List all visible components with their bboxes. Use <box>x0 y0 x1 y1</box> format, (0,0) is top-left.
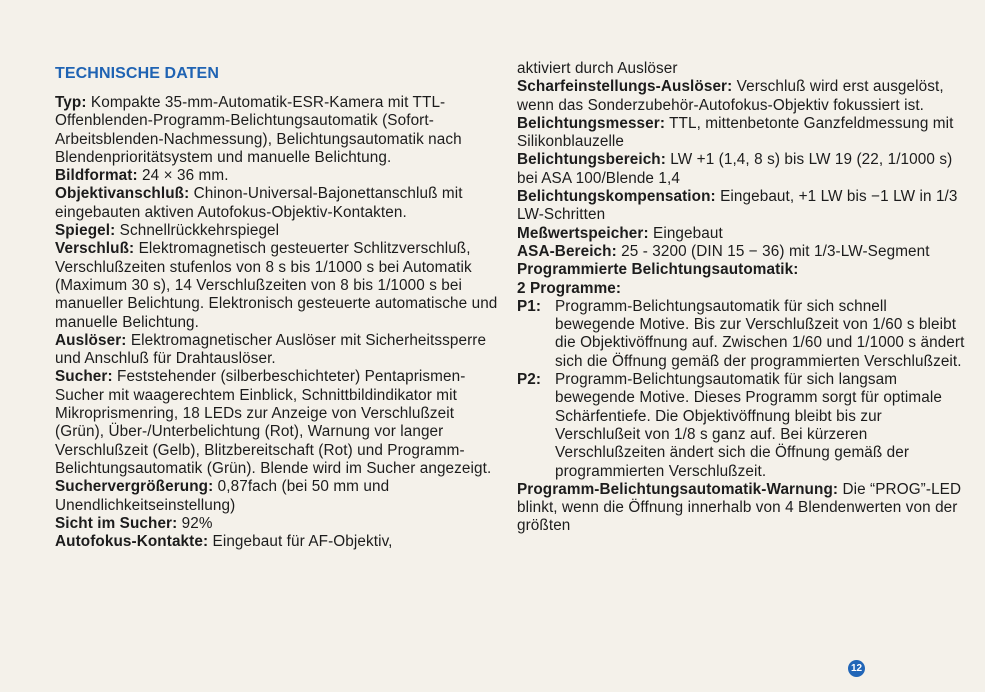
program-label: P2: <box>517 371 542 389</box>
spec-objektivanschluss <box>55 185 503 222</box>
spec-text: Eingebaut für AF-Objektiv, <box>208 533 393 551</box>
spec-term: Autofokus-Kontakte: <box>55 533 209 551</box>
spec-term: Bildformat: <box>55 167 138 185</box>
program-text: Programm-Belichtungsautomatik für sich langsam bewegende Motive. Dieses Programm sorgt für optimale Schärfentiefe. Die Objektivöffnung bleibt bis zur Verschlußeit von 1/8 s ganz auf. Bei kürzeren Verschlußzeiten ändert sich die Öffnung gemäß der programmierten Verschlußzeit. <box>555 371 942 480</box>
spec-typ <box>55 94 503 167</box>
page-heading: TECHNISCHE DATEN <box>55 65 219 82</box>
spec-text: TTL, mittenbetonte Ganzfeldmessung mit Silikonblauzelle <box>517 114 954 151</box>
spec-messwertspeicher <box>517 225 967 243</box>
spec-suchervergroesserung <box>55 478 503 515</box>
spec-text: Kompakte 35-mm-Automatik-ESR-Kamera mit TTL-Offenblenden-Programm-Belichtungsautomatik (Sofort-Arbeitsblenden-Nachmessung), Belichtungsautomatik nach Blendenprioritätsystem und manuelle Belichtung. <box>55 94 462 166</box>
spec-term: Sicht im Sucher: <box>55 514 178 532</box>
spec-term: Objektivanschluß: <box>55 185 190 203</box>
program-text: Programm-Belichtungsautomatik für sich schnell bewegende Motive. Bis zur Verschlußzeit von 1/60 s bleibt die Objektivöffnung auf. Zwischen 1/60 und 1/1000 s ändert sich die Öffnung gemäß der programmierten Verschlußzeit. <box>555 297 965 370</box>
spec-text: Die “PROG”-LED blinkt, wenn die Öffnung innerhalb von 4 Blendenwerten von der größten <box>517 480 962 535</box>
right-column <box>517 60 967 536</box>
spec-term: Typ: <box>55 94 87 111</box>
left-column <box>55 64 503 551</box>
spec-text: Elektromagnetischer Auslöser mit Sicherheitssperre und Anschluß für Drahtauslöser. <box>55 331 487 368</box>
spec-asa-bereich <box>517 243 967 261</box>
spec-term: Belichtungsbereich: <box>517 151 666 169</box>
spec-term: Spiegel: <box>55 222 116 240</box>
spec-text: 0,87fach (bei 50 mm und Unendlichkeitseinstellung) <box>55 478 390 514</box>
spec-bildformat <box>55 167 503 185</box>
spec-term: ASA-Bereich: <box>517 242 617 260</box>
spec-sucher <box>55 368 503 478</box>
spec-term: Belichtungskompensation: <box>517 188 716 206</box>
spec-prog-warnung <box>517 481 967 536</box>
spec-text: 25 - 3200 (DIN 15 − 36) mit 1/3-LW-Segment <box>616 242 930 260</box>
spec-belichtungskompensation <box>517 188 967 225</box>
spec-sicht-im-sucher <box>55 515 503 533</box>
spec-term: Scharfeinstellungs-Auslöser: <box>517 78 733 96</box>
spec-text: 24 × 36 mm. <box>137 167 229 185</box>
spec-autofokus-kontakte <box>55 533 503 551</box>
page-number-badge: 12 <box>848 660 865 677</box>
spec-belichtungsmesser <box>517 115 967 152</box>
spec-text: LW +1 (1,4, 8 s) bis LW 19 (22, 1/1000 s) bei ASA 100/Blende 1,4 <box>517 151 953 187</box>
spec-text: Schnellrückkehrspiegel <box>115 222 280 240</box>
spec-verschluss <box>55 240 503 331</box>
spec-term: Programm-Belichtungsautomatik-Warnung: <box>517 480 839 498</box>
spec-term: Belichtungsmesser: <box>517 114 666 132</box>
spec-text: Chinon-Universal-Bajonettanschluß mit eingebauten aktiven Autofokus-Objektiv-Kontakten. <box>55 185 463 221</box>
spec-text: Eingebaut <box>648 224 723 242</box>
program-count: 2 Programme: <box>517 279 622 297</box>
program-p1 <box>517 298 967 371</box>
spec-term: Suchervergrößerung: <box>55 478 214 496</box>
spec-text: 92% <box>177 514 213 532</box>
continuation-text: aktiviert durch Auslöser <box>517 60 678 77</box>
spec-term: Meßwertspeicher: <box>517 224 649 242</box>
spec-term: Sucher: <box>55 368 113 386</box>
program-p2 <box>517 371 967 481</box>
spec-term: Auslöser: <box>55 331 127 349</box>
spec-text: Feststehender (silberbeschichteter) Pentaprismen-Sucher mit waagerechtem Einblick, Schnittbildindikator mit Mikroprismenring, 18 LEDs zur Anzeige von Verschlußzeit (Grün), Über-/Unterbelichtung (Rot), Warnung vor langer Verschlußzeit (Gelb), Blitzbereitschaft (Rot) und Programm-Belichtungsautomatik (Grün). Blende wird im Sucher angezeigt. <box>55 368 492 477</box>
program-heading: Programmierte Belichtungsautomatik: <box>517 261 799 279</box>
spec-term: Verschluß: <box>55 240 135 258</box>
spec-belichtungsbereich <box>517 151 967 188</box>
spec-scharfeinstellungs-ausloeser <box>517 78 967 115</box>
spec-ausloeser <box>55 332 503 369</box>
spec-text: Eingebaut, +1 LW bis −1 LW in 1/3 LW-Schritten <box>517 188 958 224</box>
spec-spiegel <box>55 222 503 240</box>
spec-text: Elektromagnetisch gesteuerter Schlitzverschluß, Verschlußzeiten stufenlos von 8 s bis 1/1000 s bei Automatik (Maximum 30 s), 14 Verschlußzeiten von 8 bis 1/1000 s bei manueller Belichtung. Elektronisch gesteuerte automatische und manuelle Belichtung. <box>55 240 498 331</box>
program-label: P1: <box>517 297 542 315</box>
spec-text: Verschluß wird erst ausgelöst, wenn das Sonderzubehör-Autofokus-Objektiv fokussiert ist. <box>517 78 944 114</box>
